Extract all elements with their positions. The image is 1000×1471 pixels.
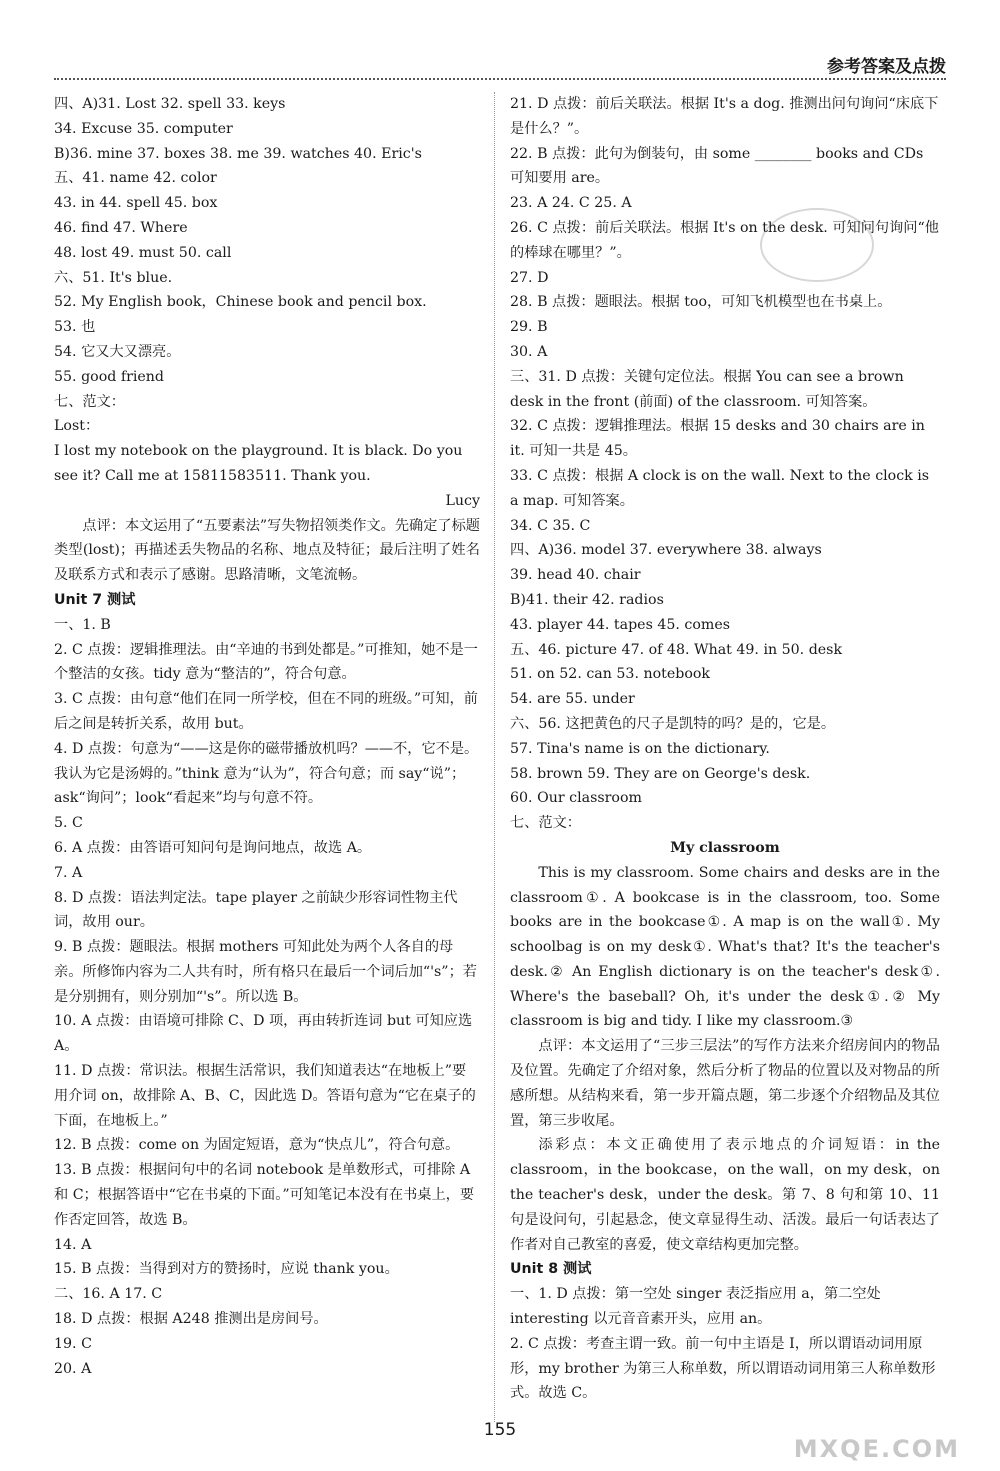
answer-line: 34. Excuse 35. computer [54,120,233,137]
answer-line: 15. B 点拨：当得到对方的赞扬时，应说 thank you。 [54,1261,399,1278]
answer-line: 4. D 点拨：句意为“——这是你的磁带播放机吗？——不，它不是。我认为它是汤姆的。”think 意为“认为”，符合句意；而 say“说”；ask“询问”；look“看起来”均与句意不符。 [54,740,479,807]
unit8-answer-list [510,1282,940,1406]
answer-line: 20. A [54,1360,92,1377]
answer-line: 18. D 点拨：根据 A248 推测出是房间号。 [54,1311,328,1328]
unit8-heading: Unit 8 测试 [510,1261,592,1278]
column-divider [494,92,495,1422]
answer-line: 53. 也 [54,319,96,336]
essay-comment-right: 点评：本文运用了“三步三层法”的写作方法来介绍房间内的物品及位置。先确定了介绍对象，然后分析了物品的位置以及对物品的所感所想。从结构来看，第一步开篇点题，第二步逐个介绍物品及其位置，第三步收尾。 [510,1038,940,1129]
answer-line: 55. good friend [54,368,165,385]
answer-line: 3. C 点拨：由句意“他们在同一所学校，但在不同的班级。”可知，前后之间是转折关系，故用 but。 [54,691,478,732]
answer-line: 19. C [54,1335,92,1352]
answer-line: 12. B 点拨：come on 为固定短语，意为“快点儿”，符合句意。 [54,1137,460,1154]
answer-line: 七、范文： [54,393,125,410]
running-header: 参考答案及点拨 [827,57,946,77]
answer-line: 七、范文： [510,815,581,832]
answer-line: 8. D 点拨：语法判定法。tape player 之前缺少形容词性物主代词，故用 our。 [54,889,458,931]
answer-line: 13. B 点拨：根据问句中的名词 notebook 是单数形式，可排除 A 和 C；根据答语中“它在书桌的下面。”可知笔记本没有在书桌上，要作否定回答，故选 B。 [54,1162,475,1228]
answer-line: 2. C 点拨：逻辑推理法。由“辛迪的书到处都是。”可推知，她不是一个整洁的女孩。tidy 意为“整洁的”，符合句意。 [54,641,478,683]
answer-line: 23. A 24. C 25. A [510,195,632,212]
answer-line: I lost my notebook on the playground. It is black. Do you see it? Call me at 15811583511. Thank you. [54,443,463,484]
answer-line: 14. A [54,1236,92,1253]
right-answer-list [510,92,940,836]
answer-line: 一、1. D 点拨：第一空处 singer 表泛指应用 a，第二空处 interesting 以元音音素开头，应用 an。 [510,1286,881,1328]
answer-line: 28. B 点拨：题眼法。根据 too，可知飞机模型也在书桌上。 [510,294,892,311]
answer-line: 46. find 47. Where [54,219,188,236]
answer-line: 60. Our classroom [510,790,642,807]
answer-line: 四、A)31. Lost 32. spell 33. keys [54,96,286,112]
answer-line: 43. in 44. spell 45. box [54,195,218,212]
unit7-answer-list [54,613,480,1382]
answer-line: 27. D [510,269,549,286]
answer-line: 六、56. 这把黄色的尺子是凯特的吗？是的，它是。 [510,715,836,732]
answer-line: 43. player 44. tapes 45. comes [510,616,731,633]
answer-line: Lost： [54,418,100,435]
answer-line: 33. C 点拨：根据 A clock is on the wall. Next to the clock is a map. 可知答案。 [510,467,930,509]
answer-line: 29. B [510,319,548,336]
left-column [54,92,480,1381]
answer-line: 一、1. B [54,616,111,633]
answer-line: 54. are 55. under [510,691,635,708]
site-watermark: MXQE.COM [793,1435,960,1463]
answer-line: 四、A)36. model 37. everywhere 38. always [510,542,822,559]
answer-line: 54. 它又大又漂亮。 [54,343,181,360]
answer-line: 六、51. It's blue. [54,269,173,286]
answer-line: 22. B 点拨：此句为倒装句，由 some ________ books and CDs 可知要用 are。 [510,145,924,187]
answer-line: 6. A 点拨：由答语可知问句是询问地点，故选 A。 [54,839,372,856]
answer-line: 10. A 点拨：由语境可排除 C、D 项，再由转折连词 but 可知应选 A。 [54,1013,473,1055]
right-column [510,92,940,1406]
answer-line: 三、31. D 点拨：关键句定位法。根据 You can see a brown desk in the front (前面) of the classroom. 可知答案。 [510,368,904,410]
answer-line: 51. on 52. can 53. notebook [510,666,710,683]
page-number: 155 [483,1420,517,1440]
essay-title: My classroom [670,839,780,856]
answer-line: 26. C 点拨：前后关联法。根据 It's on the desk. 可知问句询问“他的棒球在哪里？”。 [510,219,939,261]
essay-comment: 点评：本文运用了“五要素法”写失物招领类作文。先确定了标题类型(lost)；再描述丢失物品的名称、地点及特征；最后注明了姓名及联系方式和表示了感谢。思路清晰，文笔流畅。 [54,517,480,584]
essay-signature: Lucy [445,492,480,509]
answer-line: 五、41. name 42. color [54,170,217,187]
answer-line: 5. C [54,815,83,832]
unit7-heading: Unit 7 测试 [54,591,136,608]
essay-highlight: 添彩点：本文正确使用了表示地点的介词短语：in the classroom，in the bookcase，on the wall，on my desk，on the teacher's desk，under the desk。第 7、8 句和第 10、11 句是设问句，引起悬念，使文章显得生动、活泼。最后一句话表达了作者对自己教室的喜爱，使文章结构更加完整。 [510,1137,940,1253]
answer-line: 32. C 点拨：逻辑推理法。根据 15 desks and 30 chairs are in it. 可知一共是 45。 [510,418,925,460]
answer-line: 21. D 点拨：前后关联法。根据 It's a dog. 推测出问句询问“床底下是什么？”。 [510,96,939,137]
answer-line: 52. My English book，Chinese book and pencil box. [54,294,427,311]
answer-line: 58. brown 59. They are on George's desk. [510,765,811,782]
answer-line: 30. A [510,343,548,360]
answer-line: 57. Tina's name is on the dictionary. [510,740,770,757]
answer-line: 2. C 点拨：考查主谓一致。前一句中主语是 I，所以谓语动词用原形，my brother 为第三人称单数，所以谓语动词用第三人称单数形式。故选 C。 [510,1335,936,1402]
answer-line: 7. A [54,864,83,881]
answer-line: B)36. mine 37. boxes 38. me 39. watches 40. Eric's [54,145,422,162]
essay-body: This is my classroom. Some chairs and desks are in the classroom①. A bookcase is in the classroom, too. Some books are in the bookcase①. A map is on the wall①. My schoolbag is on my desk①. What's that? It's the teacher's desk.② An English dictionary is on the teacher's desk①. Where's the baseball? Oh, it's under the desk①.② My classroom is big and tidy. I like my classroom.③ [510,864,940,1030]
answer-line: 39. head 40. chair [510,567,641,584]
header-rule [54,78,946,80]
answer-line: 48. lost 49. must 50. call [54,244,232,261]
answer-line: 34. C 35. C [510,517,591,534]
answer-line: 11. D 点拨：常识法。根据生活常识，我们知道表达“在地板上”要用介词 on，故排除 A、B、C，因此选 D。答语句意为“它在桌子的下面，在地板上。” [54,1063,476,1129]
left-answer-list [54,92,480,489]
answer-line: 二、16. A 17. C [54,1286,163,1303]
answer-line: B)41. their 42. radios [510,591,664,608]
answer-line: 五、46. picture 47. of 48. What 49. in 50. desk [510,641,843,658]
answer-line: 9. B 点拨：题眼法。根据 mothers 可知此处为两个人各自的母亲。所修饰内容为二人共有时，所有格只在最后一个词后加“'s”；若是分别拥有，则分别加“'s”。所以选 B。 [54,939,477,1005]
